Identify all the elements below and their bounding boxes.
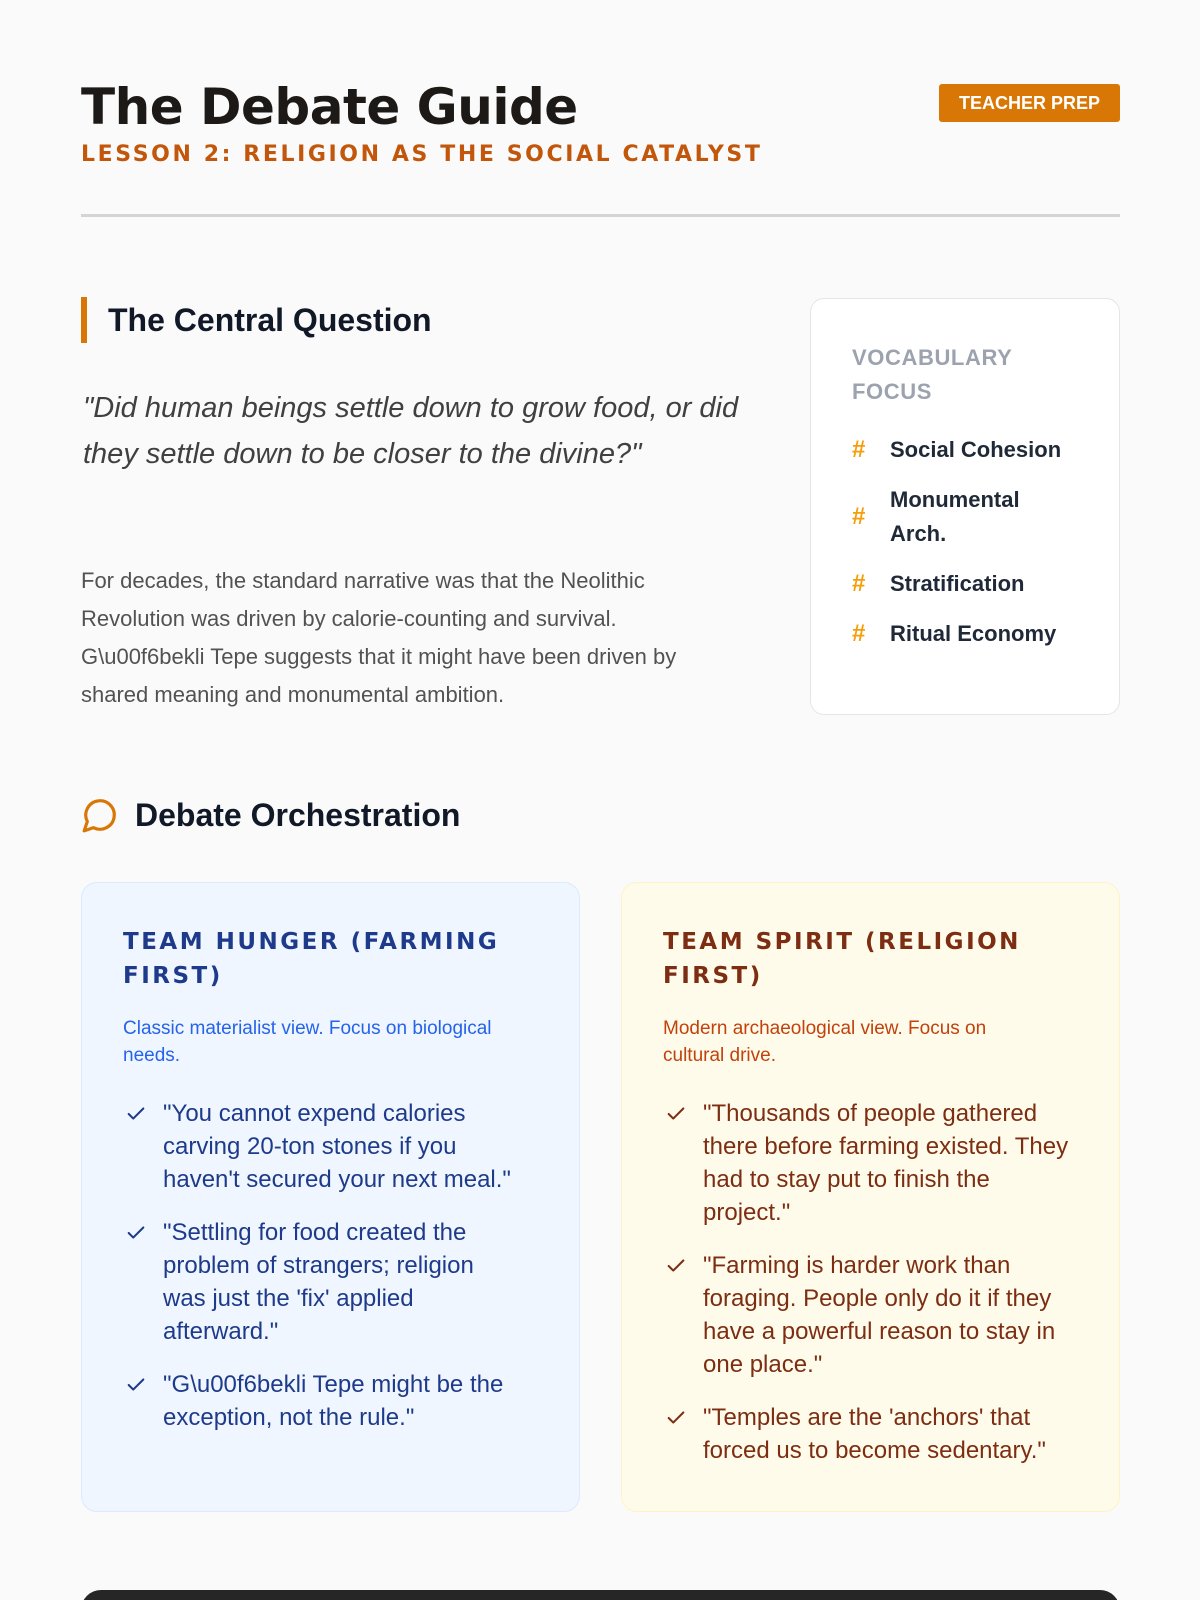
central-question-heading: The Central Question xyxy=(81,297,432,343)
debate-orchestration-heading xyxy=(81,796,460,834)
hash-icon: # xyxy=(852,503,866,530)
lesson-subtitle: LESSON 2: RELIGION AS THE SOCIAL CATALYST xyxy=(81,142,763,167)
team-spirit-card xyxy=(621,882,1120,1512)
argument-item xyxy=(663,1401,1079,1467)
check-icon xyxy=(123,1368,163,1434)
argument-item xyxy=(123,1097,539,1196)
argument-list xyxy=(663,1097,1079,1467)
vocabulary-item xyxy=(852,617,1119,651)
vocabulary-item xyxy=(852,433,1119,467)
argument-item xyxy=(663,1097,1079,1229)
hash-icon: # xyxy=(852,570,866,597)
argument-item xyxy=(123,1216,539,1348)
argument-list xyxy=(123,1097,539,1434)
vocabulary-label: Monumental Arch. xyxy=(890,487,1020,546)
header-divider xyxy=(81,214,1120,217)
argument-item xyxy=(663,1249,1079,1381)
central-question-quote: "Did human beings settle down to grow food, or did they settle down to be closer to the divine?" xyxy=(83,392,739,470)
argument-text: "G\u00f6bekli Tepe might be the exception, not the rule." xyxy=(163,1371,504,1431)
vocabulary-card xyxy=(810,298,1120,715)
vocabulary-title: VOCABULARY FOCUS xyxy=(852,345,1013,404)
vocabulary-item xyxy=(852,567,1119,601)
team-hunger-card xyxy=(81,882,580,1512)
team-name: TEAM SPIRIT (RELIGION FIRST) xyxy=(663,929,1021,989)
hash-icon: # xyxy=(852,436,866,463)
argument-text: "Temples are the 'anchors' that forced us to become sedentary." xyxy=(703,1404,1046,1464)
argument-item xyxy=(123,1368,539,1434)
team-name: TEAM HUNGER (FARMING FIRST) xyxy=(123,929,500,989)
check-icon xyxy=(663,1401,703,1467)
check-icon xyxy=(663,1097,703,1229)
teacher-prep-badge: TEACHER PREP xyxy=(939,84,1120,122)
check-icon xyxy=(123,1097,163,1196)
vocabulary-label: Stratification xyxy=(890,571,1025,596)
check-icon xyxy=(663,1249,703,1381)
vocabulary-item xyxy=(852,483,1119,551)
argument-text: "Thousands of people gathered there before farming existed. They had to stay put to finish the project." xyxy=(703,1100,1069,1226)
argument-text: "Farming is harder work than foraging. People only do it if they have a powerful reason to stay in one place." xyxy=(703,1252,1056,1378)
footer-panel xyxy=(81,1590,1120,1600)
debate-heading-text: Debate Orchestration xyxy=(135,796,461,833)
central-question-body: For decades, the standard narrative was that the Neolithic Revolution was driven by calorie-counting and survival. G\u00f6bekli Tepe suggests that it might have been driven by shared meaning and monumental ambition. xyxy=(81,568,677,707)
check-icon xyxy=(123,1216,163,1348)
vocabulary-list xyxy=(852,433,1119,651)
page-title: The Debate Guide xyxy=(81,78,578,136)
argument-text: "You cannot expend calories carving 20-ton stones if you haven't secured your next meal." xyxy=(163,1100,511,1193)
vocabulary-label: Social Cohesion xyxy=(890,437,1062,462)
vocabulary-label: Ritual Economy xyxy=(890,621,1057,646)
argument-text: "Settling for food created the problem of strangers; religion was just the 'fix' applied afterward." xyxy=(163,1219,474,1345)
team-description: Classic materialist view. Focus on biological needs. xyxy=(123,1018,492,1066)
hash-icon: # xyxy=(852,620,866,647)
speech-bubble-icon xyxy=(81,796,119,834)
team-description: Modern archaeological view. Focus on cultural drive. xyxy=(663,1018,987,1066)
header xyxy=(81,78,1120,218)
